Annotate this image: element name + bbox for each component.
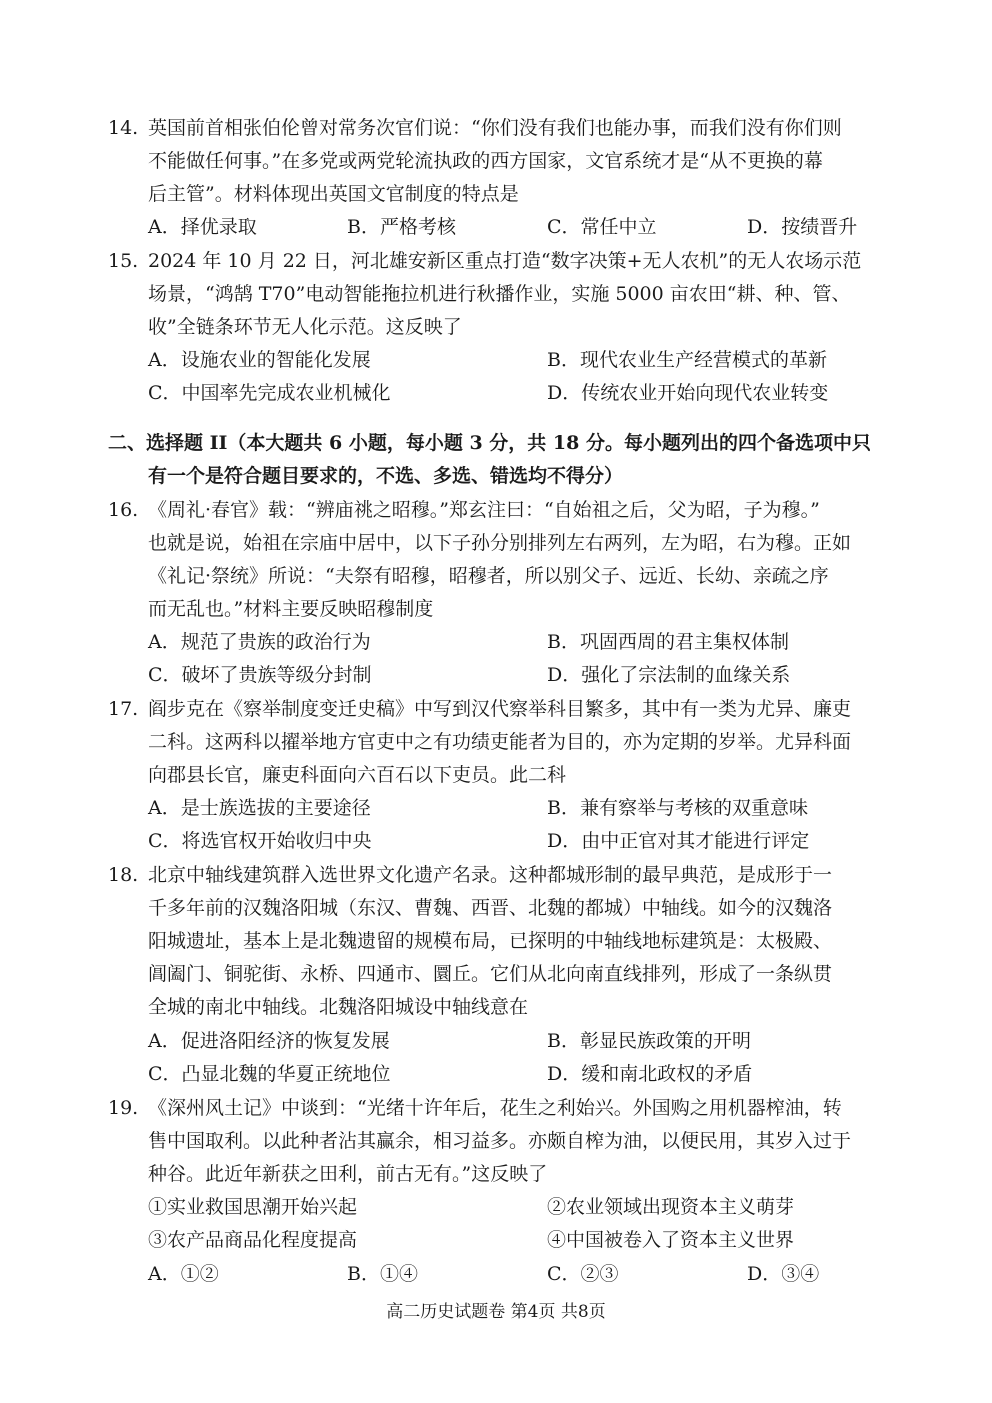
question-text: 而无乱也。”材料主要反映昭穆制度 [148, 598, 434, 620]
statement-1: ①实业救国思潮开始兴起 [148, 1196, 358, 1218]
option-d: D．强化了宗法制的血缘关系 [547, 664, 791, 686]
question-number: 16. [108, 499, 139, 521]
question-text: 《深州风土记》中谈到：“光绪十许年后，花生之利始兴。外国购之用机器榨油，转 [148, 1097, 842, 1119]
question-text: 2024 年 10 月 22 日，河北雄安新区重点打造“数字决策+无人农机”的无人农场示范 [148, 250, 862, 272]
question-text: 售中国取利。以此种者沾其赢余，相习益多。亦颇自榨为油，以便民用，其岁入过于 [148, 1130, 852, 1152]
option-d: D．传统农业开始向现代农业转变 [547, 382, 829, 404]
option-a: A．规范了贵族的政治行为 [148, 631, 371, 653]
question-text: 不能做任何事。”在多党或两党轮流执政的西方国家，文官系统才是“从不更换的幕 [148, 150, 823, 172]
option-c: C．常任中立 [547, 216, 657, 238]
question-text: 阎步克在《察举制度变迁史稿》中写到汉代察举科目繁多，其中有一类为尤异、廉吏 [148, 698, 852, 720]
section-heading: 二、选择题 II（本大题共 6 小题，每小题 3 分，共 18 分。每小题列出的四个备选项中只 [108, 432, 871, 454]
question-text: 收”全链条环节无人化示范。这反映了 [148, 316, 462, 338]
option-b: B．①④ [347, 1263, 418, 1285]
page-footer: 高二历史试题卷 第4页 共8页 [386, 1302, 606, 1322]
option-a: A．设施农业的智能化发展 [148, 349, 371, 371]
statement-3: ③农产品商品化程度提高 [148, 1229, 358, 1251]
question-text: 后主管”。材料体现出英国文官制度的特点是 [148, 183, 519, 205]
option-c: C．破坏了贵族等级分封制 [148, 664, 372, 686]
question-number: 15. [108, 250, 139, 272]
option-d: D．按绩晋升 [747, 216, 858, 238]
option-d: D．由中正官对其才能进行评定 [547, 830, 810, 852]
question-text: 千多年前的汉魏洛阳城（东汉、曹魏、西晋、北魏的都城）中轴线。如今的汉魏洛 [148, 897, 833, 919]
question-text: 种谷。此近年新获之田利，前古无有。”这反映了 [148, 1163, 548, 1185]
question-number: 18. [108, 864, 139, 886]
option-d: D．缓和南北政权的矛盾 [547, 1063, 753, 1085]
question-text: 《礼记·祭统》所说：“夫祭有昭穆，昭穆者，所以别父子、远近、长幼、亲疏之序 [148, 565, 829, 587]
question-text: 也就是说，始祖在宗庙中居中，以下子孙分别排列左右两列，左为昭，右为穆。正如 [148, 532, 852, 554]
question-number: 14. [108, 117, 139, 139]
option-a: A．①② [148, 1263, 219, 1285]
question-text: 场景，“鸿鹄 T70”电动智能拖拉机进行秋播作业，实施 5000 亩农田“耕、种、管、 [148, 283, 851, 305]
question-text: 全城的南北中轴线。北魏洛阳城设中轴线意在 [148, 996, 529, 1018]
option-b: B．现代农业生产经营模式的革新 [547, 349, 827, 371]
option-c: C．中国率先完成农业机械化 [148, 382, 391, 404]
question-text: 阳城遗址，基本上是北魏遗留的规模布局，已探明的中轴线地标建筑是：太极殿、 [148, 930, 833, 952]
question-text: 北京中轴线建筑群入选世界文化遗产名录。这种都城形制的最早典范，是成形于一 [148, 864, 833, 886]
question-number: 17. [108, 698, 139, 720]
option-a: A．择优录取 [148, 216, 257, 238]
option-c: C．将选官权开始收归中央 [148, 830, 372, 852]
question-text: 向郡县长官，廉吏科面向六百石以下吏员。此二科 [148, 764, 567, 786]
question-text: 阊阖门、铜驼街、永桥、四通市、圜丘。它们从北向南直线排列，形成了一条纵贯 [148, 963, 833, 985]
option-c: C．凸显北魏的华夏正统地位 [148, 1063, 391, 1085]
question-text: 二科。这两科以擢举地方官吏中之有功绩吏能者为目的，亦为定期的岁举。尤异科面 [148, 731, 852, 753]
option-d: D．③④ [747, 1263, 820, 1285]
option-a: A．是士族选拔的主要途径 [148, 797, 371, 819]
option-b: B．严格考核 [347, 216, 456, 238]
section-heading-cont: 有一个是符合题目要求的，不选、多选、错选均不得分） [148, 465, 624, 487]
option-a: A．促进洛阳经济的恢复发展 [148, 1030, 390, 1052]
statement-2: ②农业领域出现资本主义萌芽 [547, 1196, 795, 1218]
option-b: B．巩固西周的君主集权体制 [547, 631, 789, 653]
option-b: B．彰显民族政策的开明 [547, 1030, 751, 1052]
question-text: 英国前首相张伯伦曾对常务次官们说：“你们没有我们也能办事，而我们没有你们则 [148, 117, 842, 139]
question-number: 19. [108, 1097, 139, 1119]
option-b: B．兼有察举与考核的双重意味 [547, 797, 808, 819]
option-c: C．②③ [547, 1263, 619, 1285]
statement-4: ④中国被卷入了资本主义世界 [547, 1229, 795, 1251]
question-text: 《周礼·春官》载：“辨庙祧之昭穆。”郑玄注曰：“自始祖之后，父为昭，子为穆。” [148, 499, 820, 521]
